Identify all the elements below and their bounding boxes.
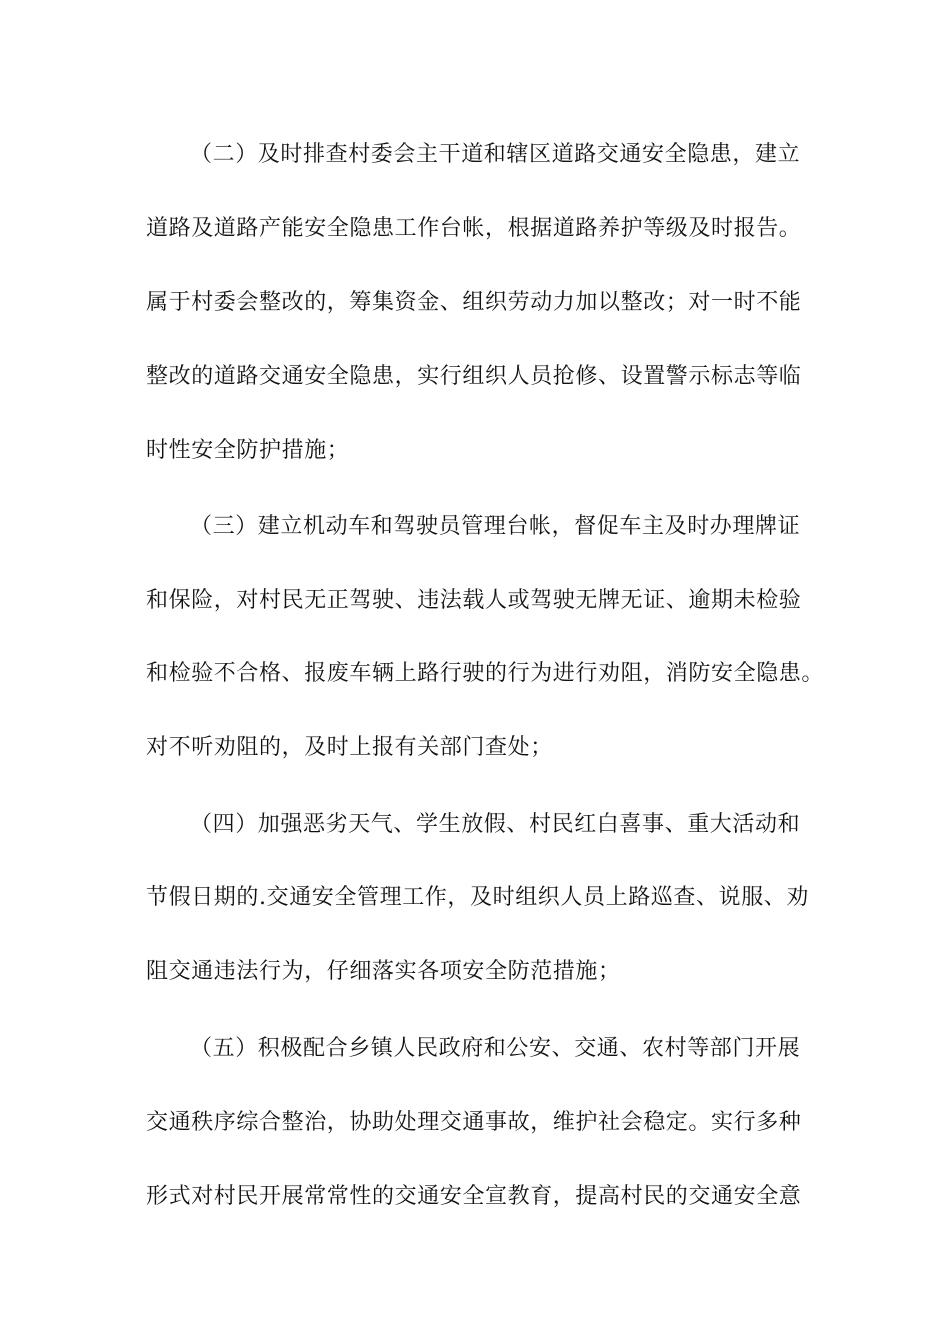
- paragraph-3-line-1: （三）建立机动车和驾驶员管理台帐，督促车主及时办理牌证: [190, 514, 801, 539]
- paragraph-3-line-2: 和保险，对村民无正驾驶、违法载人或驾驶无牌无证、逾期未检验: [146, 588, 802, 613]
- paragraph-3-line-3: 和检验不合格、报废车辆上路行驶的行为进行劝阻，消防安全隐患。: [146, 661, 825, 686]
- paragraph-2-line-3: 属于村委会整改的，筹集资金、组织劳动力加以整改；对一时不能: [146, 290, 802, 315]
- paragraph-4-line-1: （四）加强恶劣天气、学生放假、村民红白喜事、重大活动和: [190, 812, 801, 837]
- paragraph-2-line-5: 时性安全防护措施；: [146, 438, 350, 463]
- paragraph-5-line-1: （五）积极配合乡镇人民政府和公安、交通、农村等部门开展: [190, 1036, 801, 1061]
- paragraph-3-line-4: 对不听劝阻的，及时上报有关部门查处；: [146, 735, 553, 760]
- paragraph-5-line-2: 交通秩序综合整治，协助处理交通事故，维护社会稳定。实行多种: [146, 1110, 802, 1135]
- paragraph-2-line-4: 整改的道路交通安全隐患，实行组织人员抢修、设置警示标志等临: [146, 364, 802, 389]
- paragraph-2-line-1: （二）及时排查村委会主干道和辖区道路交通安全隐患，建立: [190, 142, 801, 167]
- paragraph-2-line-2: 道路及道路产能安全隐患工作台帐，根据道路养护等级及时报告。: [146, 216, 802, 241]
- paragraph-4-line-2: 节假日期的.交通安全管理工作，及时组织人员上路巡查、说服、劝: [146, 885, 809, 910]
- paragraph-5-line-3: 形式对村民开展常常性的交通安全宣教育，提高村民的交通安全意: [146, 1184, 802, 1209]
- paragraph-4-line-3: 阻交通违法行为，仔细落实各项安全防范措施；: [146, 959, 621, 984]
